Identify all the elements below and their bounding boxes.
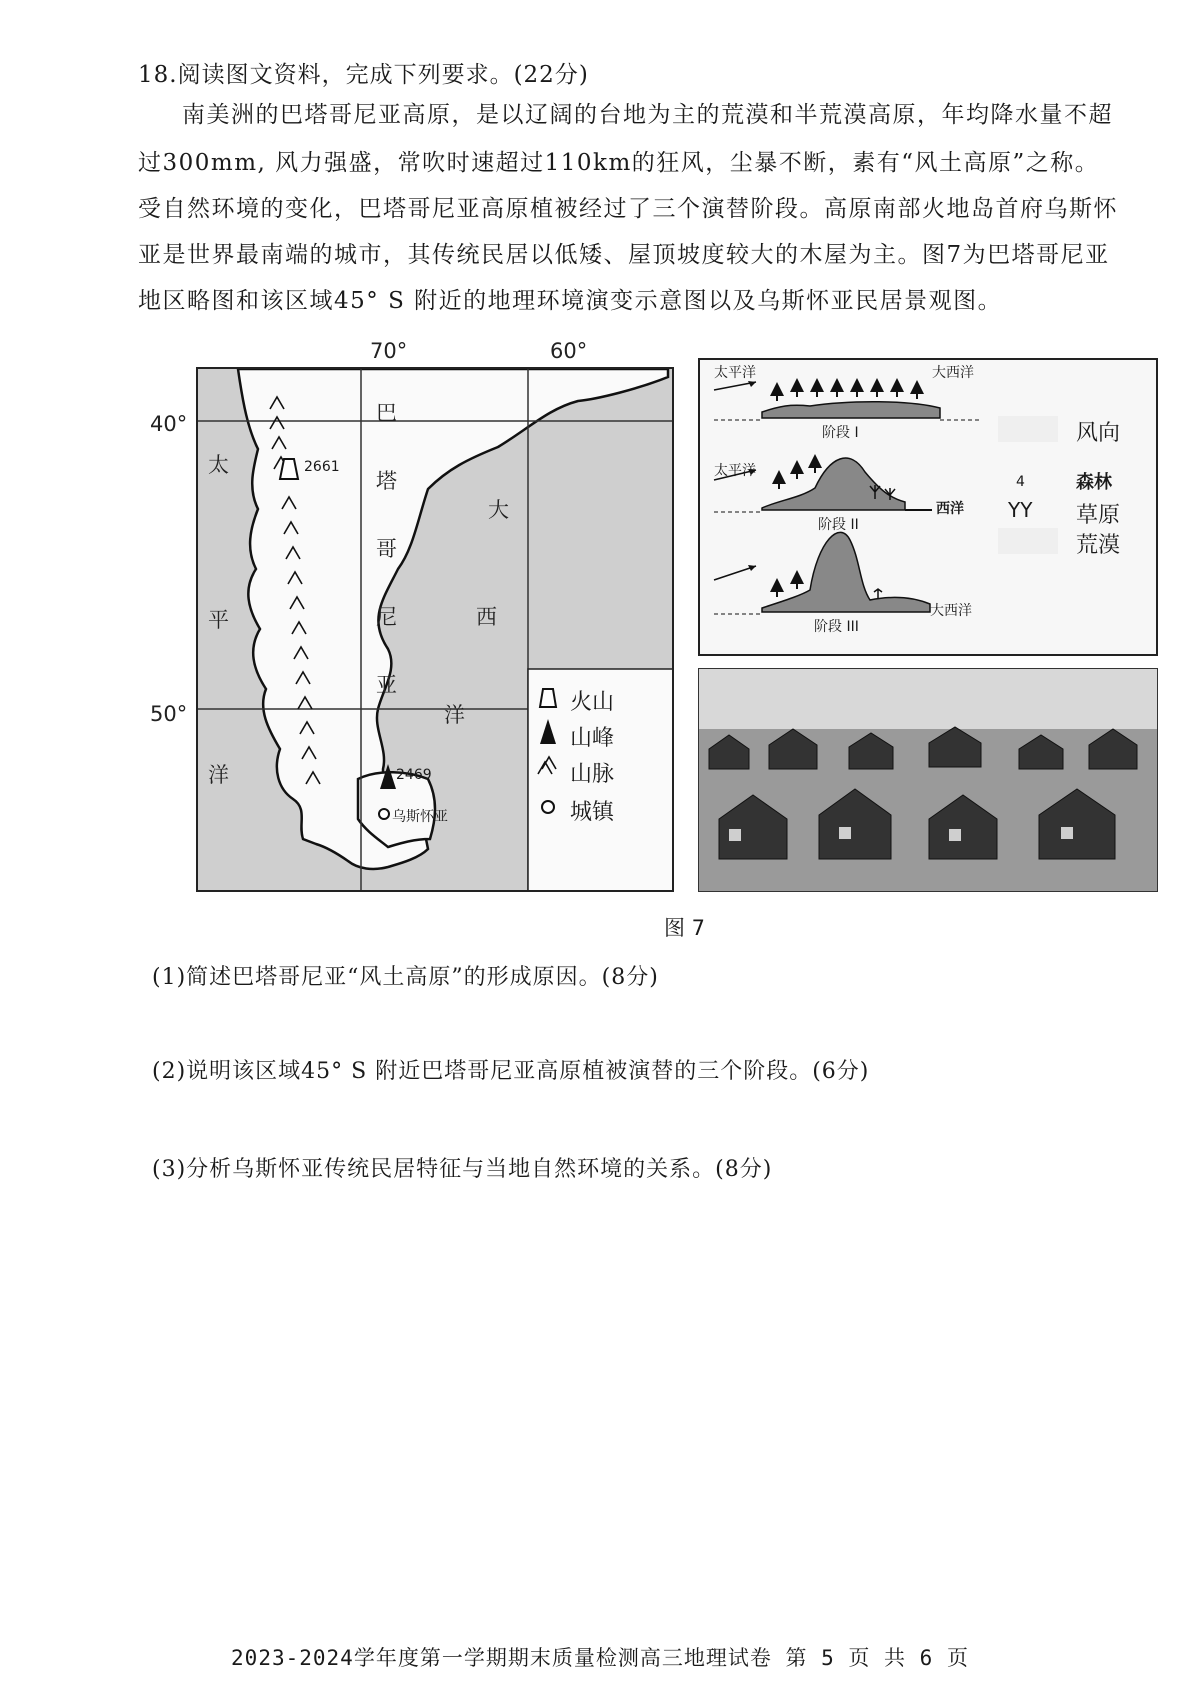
stage3-label: 阶段 III	[814, 619, 859, 635]
stage-1	[714, 378, 982, 420]
patagonia-char-5: 亚	[376, 673, 397, 697]
patagonia-map	[196, 367, 674, 892]
lat-label-50: 50°	[150, 702, 188, 726]
legend-city-icon	[542, 801, 554, 813]
stage1-label: 阶段 I	[822, 425, 859, 441]
sub-question-1: (1)简述巴塔哥尼亚“风土高原”的形成原因。(8分)	[152, 965, 659, 990]
legend-grass: 草原	[1076, 503, 1121, 528]
sub-question-2: (2)说明该区域45° S 附近巴塔哥尼亚高原植被演替的三个阶段。(6分)	[152, 1059, 870, 1084]
question-title: 18.阅读图文资料，完成下列要求。(22分)	[138, 62, 589, 88]
atlantic-char-1: 大	[488, 498, 509, 522]
lon-label-60: 60°	[550, 339, 588, 363]
legend-forest: 森林	[1076, 472, 1112, 493]
figure-label: 图 7	[664, 916, 706, 940]
stage-3	[714, 532, 930, 614]
stage3-atlantic: 大西洋	[930, 603, 972, 619]
legend-desert-swatch	[998, 528, 1058, 554]
atlantic-char-2: 西	[476, 605, 497, 629]
paragraph-line-2: 过300mm, 风力强盛，常吹时速超过110km的狂风，尘暴不断，素有“风土高原”之称。	[138, 150, 1100, 176]
ushuaia-houses-photo	[698, 668, 1158, 892]
stage2-pacific: 太平洋	[714, 463, 756, 479]
legend-city: 城镇	[570, 800, 615, 825]
pacific-char-3: 洋	[208, 763, 229, 787]
atlantic-char-3: 洋	[444, 703, 465, 727]
legend-forest-symbol: 4	[1016, 474, 1025, 490]
legend-volcano-icon	[540, 689, 556, 707]
lat-label-40: 40°	[150, 412, 188, 436]
legend-grass-symbol: YY	[1008, 498, 1033, 522]
patagonia-char-1: 巴	[376, 401, 397, 425]
stage1-atlantic: 大西洋	[932, 365, 974, 381]
paragraph-line-3: 受自然环境的变化，巴塔哥尼亚高原植被经过了三个演替阶段。高原南部火地岛首府乌斯怀	[138, 196, 1118, 222]
pacific-char-2: 平	[208, 608, 229, 632]
volcano-elevation: 2661	[304, 459, 340, 475]
city-name: 乌斯怀亚	[392, 809, 448, 825]
legend-peak: 山峰	[570, 726, 615, 751]
legend-desert: 荒漠	[1076, 533, 1121, 558]
legend-mountain: 山脉	[570, 762, 615, 787]
volcano-icon	[280, 459, 298, 479]
stage1-pacific: 太平洋	[714, 365, 756, 381]
sub-question-3: (3)分析乌斯怀亚传统民居特征与当地自然环境的关系。(8分)	[152, 1157, 773, 1182]
legend-volcano: 火山	[570, 690, 615, 715]
lon-label-70: 70°	[370, 339, 408, 363]
peak-elevation: 2469	[396, 767, 432, 783]
paragraph-line-1: 南美洲的巴塔哥尼亚高原，是以辽阔的台地为主的荒漠和半荒漠高原，年均降水量不超	[182, 102, 1113, 128]
page-footer: 2023-2024学年度第一学期期末质量检测高三地理试卷 第 5 页 共 6 页	[231, 1646, 969, 1670]
stage2-label: 阶段 II	[818, 517, 859, 533]
patagonia-char-2: 塔	[376, 469, 397, 493]
stage2-atlantic: 西洋	[936, 501, 964, 517]
legend-wind-swatch	[998, 416, 1058, 442]
pacific-char-1: 太	[208, 453, 229, 477]
city-icon	[379, 809, 389, 819]
patagonia-char-4: 尼	[376, 605, 397, 629]
paragraph-line-4: 亚是世界最南端的城市，其传统民居以低矮、屋顶坡度较大的木屋为主。图7为巴塔哥尼亚	[138, 242, 1110, 268]
photo-svg	[699, 669, 1157, 891]
paragraph-line-5: 地区略图和该区域45° S 附近的地理环境演变示意图以及乌斯怀亚民居景观图。	[138, 288, 1003, 314]
patagonia-char-3: 哥	[376, 537, 397, 561]
vegetation-stages-diagram	[698, 358, 1158, 656]
legend-wind: 风向	[1076, 421, 1121, 446]
